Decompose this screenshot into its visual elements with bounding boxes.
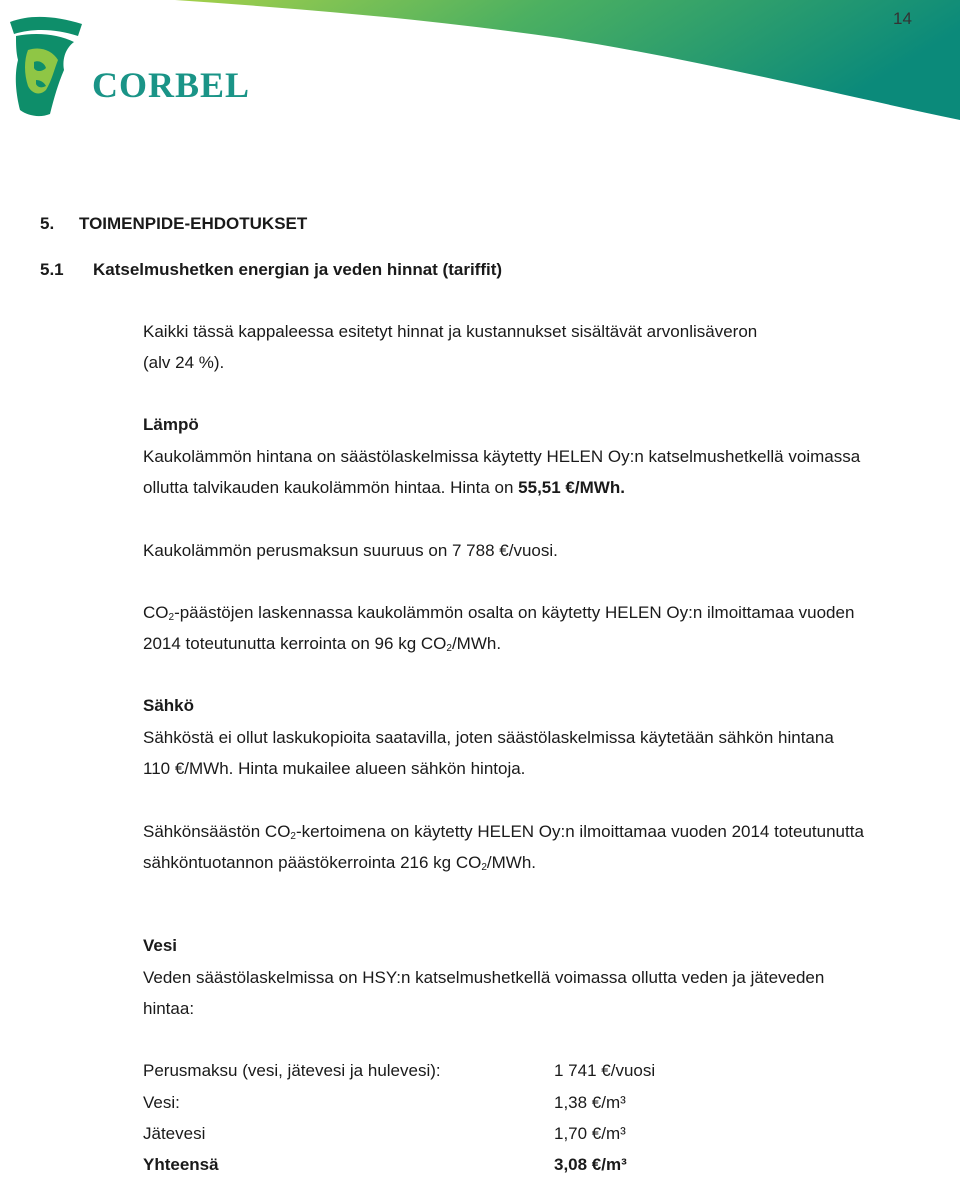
electricity-co2-line-2: sähköntuotannon päästökerrointa 216 kg CO	[143, 853, 482, 872]
price-label: Vesi:	[143, 1093, 180, 1112]
unit-text: /MWh.	[486, 853, 537, 872]
electricity-co2-line-1-rest: -kertoimena on käytetty HELEN Oy:n ilmoittamaa vuoden 2014 toteutunutta	[295, 822, 864, 841]
electricity-co2-line-1-start: Sähkönsäästön CO	[143, 822, 291, 841]
electricity-line-2: 110 €/MWh. Hinta mukailee alueen sähkön hintoja.	[143, 759, 526, 778]
section-heading	[40, 214, 307, 234]
electricity-heading: Sähkö	[143, 696, 195, 715]
heat-heading: Lämpö	[143, 415, 199, 434]
water-line-2: hintaa:	[143, 999, 195, 1018]
heat-co2-line-1: -päästöjen laskennassa kaukolämmön osalta on käytetty HELEN Oy:n ilmoittamaa vuoden	[174, 603, 855, 622]
subsection-title: Katselmushetken energian ja veden hinnat (tariffit)	[93, 260, 503, 279]
electricity-price-paragraph	[143, 722, 933, 784]
water-paragraph	[143, 962, 933, 1024]
water-price-row	[143, 1093, 843, 1117]
intro-paragraph	[143, 316, 933, 378]
heat-line-2: ollutta talvikauden kaukolämmön hintaa. Hinta on	[143, 478, 519, 497]
electricity-co2-paragraph	[143, 816, 933, 878]
co2-subscript: 2	[290, 831, 296, 842]
intro-line-2: (alv 24 %).	[143, 353, 225, 372]
header-banner	[0, 0, 960, 125]
corbel-logo-text: CORBEL	[92, 65, 251, 105]
price-label: Perusmaksu (vesi, jätevesi ja hulevesi):	[143, 1061, 441, 1080]
heat-co2-paragraph	[143, 597, 933, 659]
heat-price-paragraph	[143, 441, 933, 503]
co2-text: CO	[143, 603, 169, 622]
heat-line-1: Kaukolämmön hintana on säästölaskelmissa käytetty HELEN Oy:n katselmushetkellä voimassa	[143, 447, 861, 466]
corbel-logo-icon	[6, 14, 90, 122]
section-title: TOIMENPIDE-EHDOTUKSET	[79, 214, 308, 233]
water-price-row	[143, 1061, 843, 1085]
co2-subscript: 2	[446, 643, 452, 654]
water-line-1: Veden säästölaskelmissa on HSY:n katselmushetkellä voimassa ollutta veden ja jäteveden	[143, 968, 825, 987]
co2-subscript: 2	[481, 862, 487, 873]
intro-line-1: Kaikki tässä kappaleessa esitetyt hinnat ja kustannukset sisältävät arvonlisäveron	[143, 322, 758, 341]
water-price-row	[143, 1124, 843, 1148]
electricity-line-1: Sähköstä ei ollut laskukopioita saatavilla, joten säästölaskelmissa käytetään sähkön hintana	[143, 728, 834, 747]
total-label: Yhteensä	[143, 1155, 219, 1174]
page-number: 14	[893, 9, 912, 28]
water-heading: Vesi	[143, 936, 178, 955]
subsection-number: 5.1	[40, 260, 64, 279]
total-value: 3,08 €/m³	[554, 1155, 627, 1174]
unit-text: /MWh.	[451, 634, 502, 653]
subsection-heading	[40, 260, 502, 280]
price-value: 1,70 €/m³	[554, 1124, 626, 1143]
price-label: Jätevesi	[143, 1124, 206, 1143]
price-value: 1,38 €/m³	[554, 1093, 626, 1112]
heat-price: 55,51 €/MWh.	[518, 478, 625, 497]
heat-basic-fee: Kaukolämmön perusmaksun suuruus on 7 788 €/vuosi.	[143, 541, 558, 560]
water-total-row	[143, 1155, 843, 1179]
price-value: 1 741 €/vuosi	[554, 1061, 656, 1080]
section-number: 5.	[40, 214, 55, 233]
co2-subscript: 2	[168, 612, 175, 623]
heat-co2-line-2: 2014 toteutunutta kerrointa on 96 kg CO	[143, 634, 447, 653]
